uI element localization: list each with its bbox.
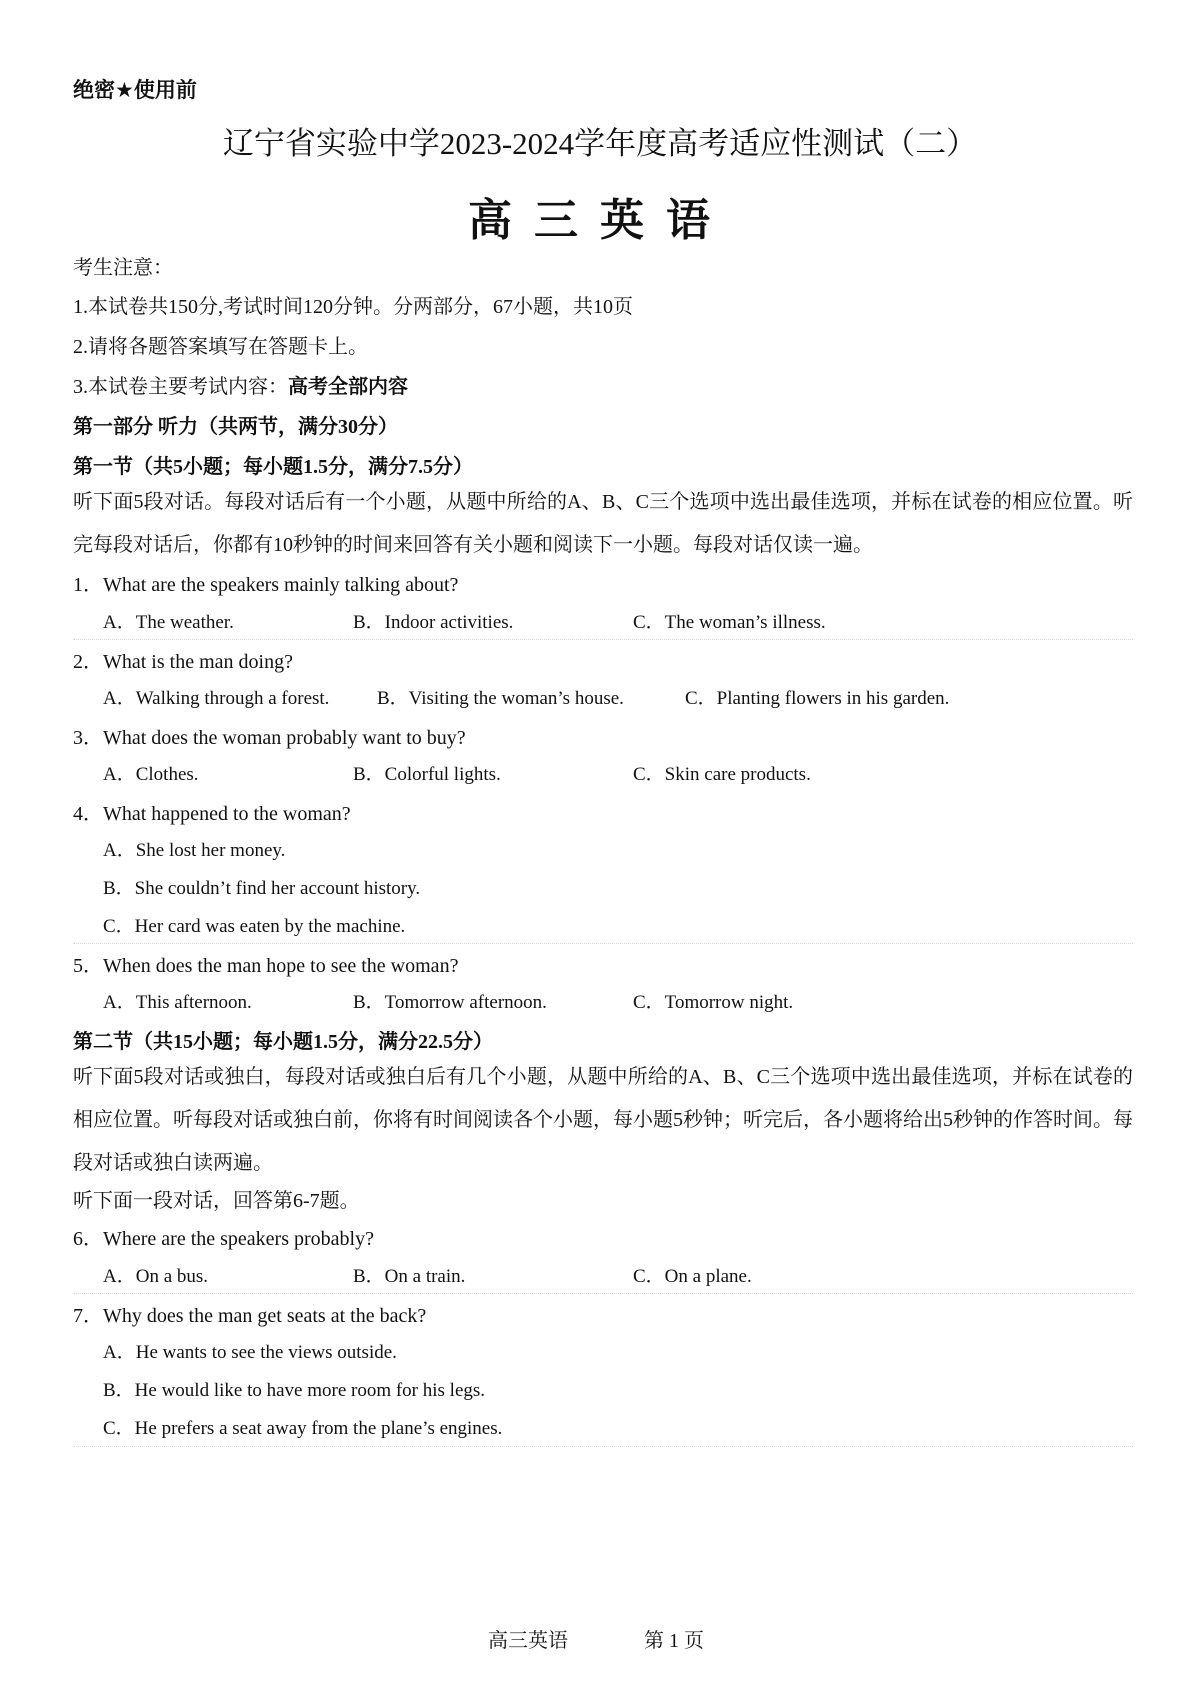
question-3-option-c: C．Skin care products.	[633, 764, 811, 785]
question-7-option-b: B．He would like to have more room for his legs.	[103, 1380, 486, 1401]
part1-title: 第一部分 听力（共两节，满分30分）	[73, 416, 398, 438]
question-1-stem: 1．What are the speakers mainly talking about?	[73, 574, 459, 596]
section1-title: 第一节（共5小题；每小题1.5分，满分7.5分）	[73, 456, 473, 478]
question-1-option-c: C．The woman’s illness.	[633, 612, 826, 633]
question-6-option-b: B．On a train.	[353, 1266, 466, 1287]
question-6-stem: 6．Where are the speakers probably?	[73, 1228, 374, 1250]
secret-mark: 绝密★使用前	[73, 78, 197, 102]
question-6-option-a: A．On a bus.	[103, 1266, 209, 1287]
question-4-option-c: C．Her card was eaten by the machine.	[103, 916, 406, 937]
question-4-option-a: A．She lost her money.	[103, 840, 286, 861]
question-3-option-a: A．Clothes.	[103, 764, 199, 785]
question-7-option-c: C．He prefers a seat away from the plane’s engines.	[103, 1418, 503, 1439]
question-2-option-c: C．Planting flowers in his garden.	[685, 688, 950, 709]
divider	[73, 1446, 1133, 1447]
section2-title: 第二节（共15小题；每小题1.5分，满分22.5分）	[73, 1031, 493, 1053]
subject-title: 高三英语	[468, 196, 732, 245]
question-2-stem: 2．What is the man doing?	[73, 651, 293, 673]
divider	[73, 1293, 1133, 1294]
notice-item-3-prefix: 3.本试卷主要考试内容：	[73, 376, 288, 398]
question-5-option-c: C．Tomorrow night.	[633, 992, 794, 1013]
notice-item-3	[73, 370, 408, 399]
question-2-option-a: A．Walking through a forest.	[103, 688, 330, 709]
question-3-stem: 3．What does the woman probably want to buy?	[73, 727, 466, 749]
section1-instructions: 听下面5段对话。每段对话后有一个小题，从题中所给的A、B、C三个选项中选出最佳选项，并标在试卷的相应位置。听完每段对话后，你都有10秒钟的时间来回答有关小题和阅读下一小题。每段对话仅读一遍。	[73, 491, 1133, 556]
question-7-option-a: A．He wants to see the views outside.	[103, 1342, 397, 1363]
notice-title: 考生注意：	[73, 257, 173, 279]
question-3-option-b: B．Colorful lights.	[353, 764, 501, 785]
question-2-option-b: B．Visiting the woman’s house.	[377, 688, 624, 709]
notice-item-2: 2.请将各题答案填写在答题卡上。	[73, 336, 368, 358]
divider	[73, 639, 1133, 640]
question-5-option-a: A．This afternoon.	[103, 992, 252, 1013]
question-4-stem: 4．What happened to the woman?	[73, 803, 351, 825]
question-5-option-b: B．Tomorrow afternoon.	[353, 992, 547, 1013]
question-1-option-b: B．Indoor activities.	[353, 612, 514, 633]
group-intro: 听下面一段对话，回答第6-7题。	[73, 1190, 360, 1212]
question-1-option-a: A．The weather.	[103, 612, 234, 633]
question-4-option-b: B．She couldn’t find her account history.	[103, 878, 421, 899]
question-7-stem: 7．Why does the man get seats at the back?	[73, 1305, 427, 1327]
footer-page-number: 第 1 页	[644, 1630, 704, 1652]
exam-title: 辽宁省实验中学2023-2024学年度高考适应性测试（二）	[222, 126, 978, 161]
notice-item-1: 1.本试卷共150分,考试时间120分钟。分两部分，67小题，共10页	[73, 296, 633, 318]
notice-item-3-bold: 高考全部内容	[288, 376, 408, 398]
section2-instructions: 听下面5段对话或独白，每段对话或独白后有几个小题，从题中所给的A、B、C三个选项中选出最佳选项，并标在试卷的相应位置。听每段对话或独白前，你将有时间阅读各个小题，每小题5秒钟；听完后，各小题将给出5秒钟的作答时间。每段对话或独白读两遍。	[73, 1066, 1133, 1174]
divider	[73, 943, 1133, 944]
question-6-option-c: C．On a plane.	[633, 1266, 752, 1287]
question-5-stem: 5．When does the man hope to see the woman?	[73, 955, 459, 977]
footer-subject: 高三英语	[488, 1630, 568, 1652]
